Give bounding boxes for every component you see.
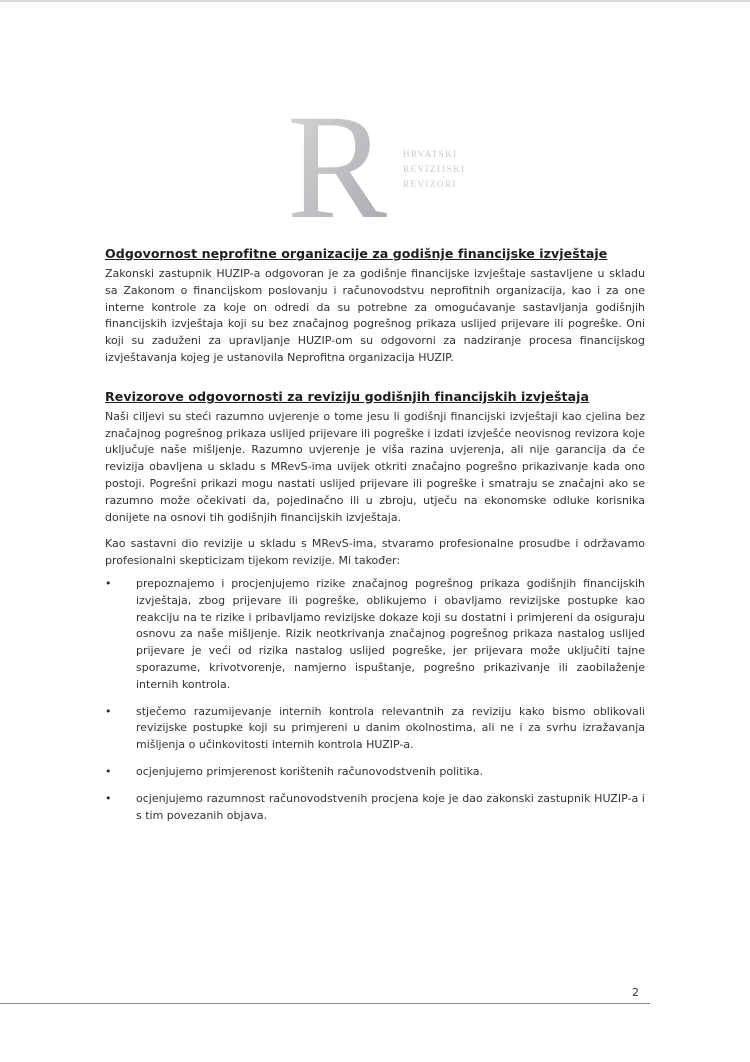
logo-line-3: REVIZORI [403,179,457,189]
list-item [105,764,645,781]
list-item [105,576,645,694]
bullet-text: prepoznajemo i procjenjujemo rizike značajnog pogrešnog prikaza godišnjih financijskih izvještaja, zbog prijevare ili pogreške, oblikujemo i obavljamo revizijske postupke kao reakciju na te rizike i pribavljamo revizijske dokaze koji su dostatni i primjereni da osiguraju osnovu za naše mišljenje. Rizik neotkrivanja značajnog pogrešnog prikaza nastalog uslijed prijevare je veći od rizika nastalog uslijed pogreške, jer prijevara može uključiti tajne sporazume, krivotvorenje, namjerno ispuštanje, pogrešno prikazivanje ili zaobilaženje internih kontrola. [136,576,645,691]
bullet-text: stječemo razumijevanje internih kontrola relevantnih za reviziju kako bismo oblikovali revizijske postupke koji su primjereni u danim okolnostima, ali ne i za svrhu izražavanja mišljenja o učinkovitosti internih kontrola HUZIP-a. [136,704,645,752]
bullet-icon: • [105,791,112,805]
responsibility-paragraph: Zakonski zastupnik HUZIP-a odgovoran je za godišnje financijske izvještaje sastavljene u skladu sa Zakonom o financijskom poslovanju i računovodstvu neprofitnih organizacija, kao i za one interne kontrole za koje on odredi da su potrebne za omogućavanje sastavljanja godišnjih financijskih izvještaja koji su bez značajnog pogrešnog prikaza uslijed prijevare ili pogreške. Oni koji su zaduženi za upravljanje HUZIP-om su odgovorni za nadziranje procesa financijskog izvještavanja kojeg je ustanovila Neprofitna organizacija HUZIP. [105,267,645,364]
footer-divider [0,1003,650,1004]
list-item [105,704,645,754]
logo-line-2: REVIZIJSKI [403,164,466,174]
bullet-text: ocjenjujemo razumnost računovodstvenih procjena koje je dao zakonski zastupnik HUZIP-a i s tim povezanih objava. [136,791,645,822]
document-body [105,246,645,834]
logo-line-1: HRVATSKI [403,149,458,159]
page-top-edge [0,0,750,2]
auditor-paragraph-2: Kao sastavni dio revizije u skladu s MRevS-ima, stvaramo profesionalne prosudbe i održavamo profesionalni skepticizam tijekom revizije. Mi također: [105,537,645,568]
auditor-paragraph-1: Naši ciljevi su steći razumno uvjerenje o tome jesu li godišnji financijski izvještaji kao cjelina bez značajnog pogrešnog prikaza uslijed prijevare ili pogreške i izdati izvješće neovisnog revizora koje uključuje naše mišljenje. Razumno uvjerenje je viša razina uvjerenja, ali nije garancija da će revizija obavljena u skladu s MRevS-ima uvijek otkriti značajno pogrešno prikazivanje kada ono postoji. Pogrešni prikazi mogu nastati uslijed prijevare ili pogreške i smatraju se značajni ako se razumno može očekivati da, pojedinačno ili u zbroju, utječu na ekonomske odluke korisnika donijete na osnovi tih godišnjih financijskih izvještaja. [105,409,645,524]
bullet-icon: • [105,764,112,778]
list-item [105,791,645,825]
page-number: 2 [632,986,639,999]
section-heading-responsibility: Odgovornost neprofitne organizacije za godišnje financijske izvještaje [105,246,608,261]
auditor-bullet-list [105,576,645,824]
bullet-icon: • [105,704,112,718]
logo-letter: R [287,85,388,220]
bullet-text: ocjenjujemo primjerenost korištenih računovodstvenih politika. [136,764,483,778]
company-logo [285,85,475,220]
bullet-icon: • [105,576,112,590]
section-heading-auditor: Revizorove odgovornosti za reviziju godišnjih financijskih izvještaja [105,388,590,404]
